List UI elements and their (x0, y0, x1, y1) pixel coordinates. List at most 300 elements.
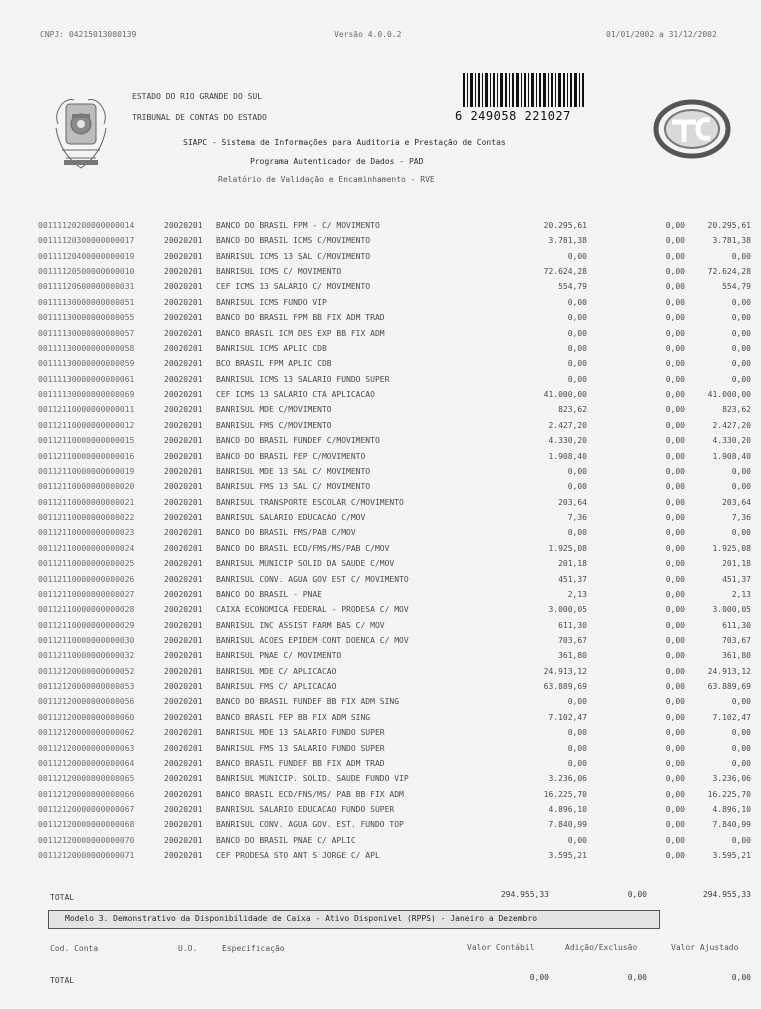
valor-contabil: 611,30 (558, 620, 587, 630)
barcode (455, 73, 589, 121)
valor-contabil: 4.896,10 (548, 805, 587, 815)
account-code: 00111120300000000017 (38, 236, 135, 246)
adicao-exclusao: 0,00 (665, 635, 685, 645)
account-description: BANRISUL ICMS FUNDO VIP (216, 297, 327, 307)
account-code: 00111130000000000061 (38, 374, 135, 384)
table-row (38, 851, 751, 866)
account-description: BANCO DO BRASIL FMS/PAB C/MOV (216, 528, 356, 538)
valor-ajustado: 3.000,05 (712, 605, 751, 615)
adicao-exclusao: 0,00 (665, 851, 685, 861)
adicao-exclusao: 0,00 (665, 743, 685, 753)
valor-contabil: 554,79 (558, 282, 587, 292)
valor-ajustado: 0,00 (731, 743, 751, 753)
table-row (38, 697, 751, 712)
valor-contabil: 24.913,12 (543, 666, 587, 676)
table-row (38, 836, 751, 851)
valor-contabil: 0,00 (567, 728, 587, 738)
account-code: 00112110000000000011 (38, 405, 135, 415)
table-row (38, 728, 751, 743)
valor-ajustado: 1.908,40 (712, 451, 751, 461)
account-description: BANRISUL FMS 13 SALARIO FUNDO SUPER (216, 743, 385, 753)
valor-ajustado: 0,00 (731, 374, 751, 384)
table-row (38, 621, 751, 636)
uc-code: 20020201 (164, 712, 203, 722)
uc-code: 20020201 (164, 251, 203, 261)
table-row (38, 651, 751, 666)
adicao-exclusao: 0,00 (665, 712, 685, 722)
account-description: BANCO DO BRASIL FPM BB FIX ADM TRAD (216, 313, 385, 323)
table-row (38, 744, 751, 759)
valor-ajustado: 823,62 (722, 405, 751, 415)
adicao-exclusao: 0,00 (665, 728, 685, 738)
uc-code: 20020201 (164, 743, 203, 753)
adicao-exclusao: 0,00 (665, 390, 685, 400)
account-description: BANCO BRASIL FEP BB FIX ADM SING (216, 712, 371, 722)
uc-code: 20020201 (164, 543, 203, 553)
table-row (38, 544, 751, 559)
table-row (38, 267, 751, 282)
valor-contabil: 1.925,08 (548, 543, 587, 553)
valor-ajustado: 3.595,21 (712, 851, 751, 861)
uc-code: 20020201 (164, 851, 203, 861)
adicao-exclusao: 0,00 (665, 436, 685, 446)
valor-ajustado: 63.889,69 (707, 682, 751, 692)
valor-contabil: 0,00 (567, 359, 587, 369)
account-code: 00112120000000000066 (38, 789, 135, 799)
state-name: ESTADO DO RIO GRANDE DO SUL (132, 92, 263, 101)
account-description: BANRISUL FMS C/MOVIMENTO (216, 420, 332, 430)
table-row (38, 405, 751, 420)
adicao-exclusao: 0,00 (665, 835, 685, 845)
account-code: 00111130000000000069 (38, 390, 135, 400)
uc-code: 20020201 (164, 513, 203, 523)
total-value-ajustado: 294.955,33 (702, 890, 751, 899)
valor-contabil: 72.624,28 (543, 267, 587, 277)
valor-contabil: 0,00 (567, 328, 587, 338)
valor-ajustado: 0,00 (731, 528, 751, 538)
adicao-exclusao: 0,00 (665, 451, 685, 461)
report-title: Relatório de Validação e Encaminhamento - RVE (218, 175, 435, 184)
account-code: 00112120000000000052 (38, 666, 135, 676)
adicao-exclusao: 0,00 (665, 374, 685, 384)
valor-ajustado: 0,00 (731, 297, 751, 307)
account-code: 00112120000000000060 (38, 712, 135, 722)
account-description: BANRISUL ACOES EPIDEM CONT DOENCA C/ MOV (216, 635, 409, 645)
uc-code: 20020201 (164, 482, 203, 492)
account-description: BANCO DO BRASIL FUNDEF C/MOVIMENTO (216, 436, 380, 446)
adicao-exclusao: 0,00 (665, 282, 685, 292)
account-description: BANRISUL ICMS APLIC CDB (216, 343, 327, 353)
account-code: 00112120000000000064 (38, 758, 135, 768)
valor-contabil: 2.427,20 (548, 420, 587, 430)
table-row (38, 636, 751, 651)
account-description: BANRISUL PNAE C/ MOVIMENTO (216, 651, 342, 661)
valor-contabil: 3.781,38 (548, 236, 587, 246)
account-code: 00112120000000000068 (38, 820, 135, 830)
total-value-adicao: 0,00 (627, 890, 647, 899)
col-especificacao: Especificação (222, 944, 285, 953)
account-description: BANRISUL CONV. AGUA GOV. EST. FUNDO TOP (216, 820, 404, 830)
table-row (38, 421, 751, 436)
model3-banner (48, 910, 660, 929)
account-description: BANCO BRASIL ICM DES EXP BB FIX ADM (216, 328, 385, 338)
uc-code: 20020201 (164, 697, 203, 707)
account-description: BANRISUL ICMS C/ MOVIMENTO (216, 267, 342, 277)
uc-code: 20020201 (164, 374, 203, 384)
account-code: 00112110000000000032 (38, 651, 135, 661)
valor-ajustado: 4.896,10 (712, 805, 751, 815)
account-code: 00112120000000000065 (38, 774, 135, 784)
valor-contabil: 7.102,47 (548, 712, 587, 722)
table-row (38, 498, 751, 513)
total-value-contabil: 294.955,33 (500, 890, 549, 899)
valor-ajustado: 0,00 (731, 343, 751, 353)
adicao-exclusao: 0,00 (665, 697, 685, 707)
table-row (38, 221, 751, 236)
adicao-exclusao: 0,00 (665, 820, 685, 830)
valor-ajustado: 554,79 (722, 282, 751, 292)
valor-ajustado: 361,80 (722, 651, 751, 661)
uc-code: 20020201 (164, 420, 203, 430)
uc-code: 20020201 (164, 359, 203, 369)
tce-logo-icon (652, 98, 732, 160)
table-row (38, 682, 751, 697)
adicao-exclusao: 0,00 (665, 589, 685, 599)
adicao-exclusao: 0,00 (665, 513, 685, 523)
uc-code: 20020201 (164, 528, 203, 538)
adicao-exclusao: 0,00 (665, 651, 685, 661)
adicao-exclusao: 0,00 (665, 789, 685, 799)
table-row (38, 513, 751, 528)
table-row (38, 252, 751, 267)
adicao-exclusao: 0,00 (665, 758, 685, 768)
account-description: BANRISUL MDE 13 SALARIO FUNDO SUPER (216, 728, 385, 738)
table-row (38, 713, 751, 728)
model3-total-adicao: 0,00 (627, 973, 647, 982)
account-description: BANRISUL MDE 13 SAL C/ MOVIMENTO (216, 466, 371, 476)
model3-title: Modelo 3. Demonstrativo da Disponibilidade de Caixa - Ativo Disponivel (RPPS) - Janeiro a Dezembro (65, 914, 538, 923)
account-description: BCO BRASIL FPM APLIC CDB (216, 359, 332, 369)
account-description: BANRISUL INC ASSIST FARM BAS C/ MOV (216, 620, 385, 630)
valor-ajustado: 3.236,06 (712, 774, 751, 784)
table-row (38, 790, 751, 805)
cnpj-text: CNPJ: 04215013000139 (40, 30, 137, 39)
account-code: 00112110000000000030 (38, 635, 135, 645)
account-code: 00112110000000000020 (38, 482, 135, 492)
valor-contabil: 0,00 (567, 374, 587, 384)
court-name: TRIBUNAL DE CONTAS DO ESTADO (132, 113, 267, 122)
table-row (38, 528, 751, 543)
valor-ajustado: 7.102,47 (712, 712, 751, 722)
valor-ajustado: 0,00 (731, 359, 751, 369)
uc-code: 20020201 (164, 328, 203, 338)
valor-ajustado: 203,64 (722, 497, 751, 507)
valor-contabil: 20.295,61 (543, 221, 587, 230)
valor-ajustado: 7.840,99 (712, 820, 751, 830)
account-code: 00112110000000000024 (38, 543, 135, 553)
table-row (38, 282, 751, 297)
account-code: 00112110000000000026 (38, 574, 135, 584)
valor-contabil: 2,13 (567, 589, 587, 599)
account-code: 00112110000000000019 (38, 466, 135, 476)
adicao-exclusao: 0,00 (665, 682, 685, 692)
uc-code: 20020201 (164, 620, 203, 630)
system-title: SIAPC - Sistema de Informações para Auditoria e Prestação de Contas (183, 138, 506, 147)
adicao-exclusao: 0,00 (665, 328, 685, 338)
uc-code: 20020201 (164, 728, 203, 738)
account-code: 00111130000000000057 (38, 328, 135, 338)
uc-code: 20020201 (164, 451, 203, 461)
valor-ajustado: 41.000,00 (707, 390, 751, 400)
barcode-bars-icon (455, 73, 589, 107)
table-row (38, 575, 751, 590)
valor-contabil: 0,00 (567, 697, 587, 707)
valor-ajustado: 2,13 (731, 589, 751, 599)
account-code: 00112120000000000070 (38, 835, 135, 845)
adicao-exclusao: 0,00 (665, 267, 685, 277)
valor-contabil: 4.330,20 (548, 436, 587, 446)
valor-contabil: 0,00 (567, 758, 587, 768)
valor-ajustado: 72.624,28 (707, 267, 751, 277)
valor-ajustado: 0,00 (731, 835, 751, 845)
valor-contabil: 0,00 (567, 251, 587, 261)
account-code: 00112110000000000023 (38, 528, 135, 538)
valor-ajustado: 0,00 (731, 697, 751, 707)
account-code: 00112110000000000016 (38, 451, 135, 461)
valor-ajustado: 703,67 (722, 635, 751, 645)
adicao-exclusao: 0,00 (665, 466, 685, 476)
table-row (38, 667, 751, 682)
table-row (38, 605, 751, 620)
valor-contabil: 0,00 (567, 482, 587, 492)
valor-ajustado: 7,36 (731, 513, 751, 523)
account-code: 00112110000000000029 (38, 620, 135, 630)
account-description: BANCO DO BRASIL ECD/FMS/MS/PAB C/MOV (216, 543, 390, 553)
table-row (38, 390, 751, 405)
valor-contabil: 0,00 (567, 835, 587, 845)
valor-contabil: 203,64 (558, 497, 587, 507)
valor-contabil: 0,00 (567, 297, 587, 307)
account-code: 00112120000000000067 (38, 805, 135, 815)
table-row (38, 236, 751, 251)
account-code: 00112110000000000012 (38, 420, 135, 430)
valor-ajustado: 3.781,38 (712, 236, 751, 246)
valor-contabil: 16.225,70 (543, 789, 587, 799)
uc-code: 20020201 (164, 436, 203, 446)
valor-contabil: 7,36 (567, 513, 587, 523)
account-code: 00111120600000000031 (38, 282, 135, 292)
account-description: BANRISUL ICMS 13 SAL C/MOVIMENTO (216, 251, 371, 261)
adicao-exclusao: 0,00 (665, 420, 685, 430)
table-row (38, 559, 751, 574)
valor-ajustado: 4.330,20 (712, 436, 751, 446)
table-row (38, 820, 751, 835)
uc-code: 20020201 (164, 390, 203, 400)
valor-contabil: 3.595,21 (548, 851, 587, 861)
adicao-exclusao: 0,00 (665, 313, 685, 323)
uc-code: 20020201 (164, 651, 203, 661)
account-description: BANRISUL MUNICIP SOLID DA SAUDE C/MOV (216, 559, 395, 569)
uc-code: 20020201 (164, 774, 203, 784)
valor-ajustado: 0,00 (731, 313, 751, 323)
col-adicao-exclusao: Adição/Exclusão (565, 943, 638, 952)
table-row (38, 590, 751, 605)
account-description: BANCO BRASIL ECD/FNS/MS/ PAB BB FIX ADM (216, 789, 404, 799)
valor-contabil: 703,67 (558, 635, 587, 645)
col-cod-conta: Cod. Conta (50, 944, 99, 953)
table-row (38, 313, 751, 328)
table-row (38, 359, 751, 374)
account-description: BANCO DO BRASIL ICMS C/MOVIMENTO (216, 236, 371, 246)
account-code: 00112110000000000021 (38, 497, 135, 507)
adicao-exclusao: 0,00 (665, 543, 685, 553)
program-title: Programa Autenticador de Dados - PAD (250, 157, 424, 166)
valor-ajustado: 451,37 (722, 574, 751, 584)
uc-code: 20020201 (164, 343, 203, 353)
col-valor-ajustado: Valor Ajustado (671, 943, 739, 952)
table-row (38, 774, 751, 789)
adicao-exclusao: 0,00 (665, 405, 685, 415)
account-description: BANCO BRASIL FUNDEF BB FIX ADM TRAD (216, 758, 385, 768)
model3-total-contabil: 0,00 (529, 973, 549, 982)
account-description: BANCO DO BRASIL FUNDEF BB FIX ADM SING (216, 697, 400, 707)
account-code: 00112110000000000027 (38, 589, 135, 599)
version-text: Versão 4.0.0.2 (334, 30, 402, 39)
adicao-exclusao: 0,00 (665, 666, 685, 676)
table-row (38, 467, 751, 482)
adicao-exclusao: 0,00 (665, 236, 685, 246)
uc-code: 20020201 (164, 574, 203, 584)
uc-code: 20020201 (164, 267, 203, 277)
account-description: BANCO DO BRASIL PNAE C/ APLIC (216, 835, 356, 845)
valor-ajustado: 201,18 (722, 559, 751, 569)
uc-code: 20020201 (164, 682, 203, 692)
valor-ajustado: 0,00 (731, 482, 751, 492)
adicao-exclusao: 0,00 (665, 359, 685, 369)
account-code: 00111130000000000058 (38, 343, 135, 353)
account-code: 00112120000000000071 (38, 851, 135, 861)
adicao-exclusao: 0,00 (665, 482, 685, 492)
uc-code: 20020201 (164, 236, 203, 246)
account-description: CEF PRODESA STO ANT S JORGE C/ APL (216, 851, 380, 861)
table-row (38, 375, 751, 390)
adicao-exclusao: 0,00 (665, 221, 685, 230)
valor-ajustado: 1.925,08 (712, 543, 751, 553)
valor-ajustado: 20.295,61 (707, 221, 751, 230)
table-row (38, 452, 751, 467)
account-description: BANRISUL SALARIO EDUCACAO FUNDO SUPER (216, 805, 395, 815)
uc-code: 20020201 (164, 497, 203, 507)
valor-ajustado: 16.225,70 (707, 789, 751, 799)
account-code: 00112110000000000015 (38, 436, 135, 446)
uc-code: 20020201 (164, 589, 203, 599)
account-code: 00112120000000000056 (38, 697, 135, 707)
valor-contabil: 0,00 (567, 313, 587, 323)
account-code: 00112110000000000022 (38, 513, 135, 523)
adicao-exclusao: 0,00 (665, 343, 685, 353)
model3-total-label: TOTAL (50, 976, 75, 985)
uc-code: 20020201 (164, 635, 203, 645)
valor-contabil: 451,37 (558, 574, 587, 584)
valor-contabil: 0,00 (567, 528, 587, 538)
table-row (38, 298, 751, 313)
uc-code: 20020201 (164, 820, 203, 830)
adicao-exclusao: 0,00 (665, 805, 685, 815)
adicao-exclusao: 0,00 (665, 559, 685, 569)
adicao-exclusao: 0,00 (665, 620, 685, 630)
account-code: 00111130000000000059 (38, 359, 135, 369)
uc-code: 20020201 (164, 758, 203, 768)
adicao-exclusao: 0,00 (665, 774, 685, 784)
adicao-exclusao: 0,00 (665, 497, 685, 507)
account-code: 00112110000000000028 (38, 605, 135, 615)
valor-ajustado: 0,00 (731, 328, 751, 338)
valor-contabil: 201,18 (558, 559, 587, 569)
account-description: CAIXA ECONOMICA FEDERAL - PRODESA C/ MOV (216, 605, 409, 615)
table-row (38, 759, 751, 774)
account-description: BANRISUL MDE C/MOVIMENTO (216, 405, 332, 415)
table-row (38, 329, 751, 344)
valor-contabil: 0,00 (567, 743, 587, 753)
account-code: 00111120200000000014 (38, 221, 135, 230)
account-description: BANRISUL FMS 13 SAL C/ MOVIMENTO (216, 482, 371, 492)
adicao-exclusao: 0,00 (665, 574, 685, 584)
account-code: 00112120000000000053 (38, 682, 135, 692)
account-code: 00111130000000000051 (38, 297, 135, 307)
uc-code: 20020201 (164, 282, 203, 292)
uc-code: 20020201 (164, 466, 203, 476)
col-uo: U.O. (178, 944, 198, 953)
account-code: 00111120500000000010 (38, 267, 135, 277)
valor-ajustado: 2.427,20 (712, 420, 751, 430)
account-code: 00112120000000000062 (38, 728, 135, 738)
barcode-number: 6 249058 221027 (455, 109, 571, 123)
account-description: BANCO DO BRASIL FPM - C/ MOVIMENTO (216, 221, 380, 230)
account-description: BANRISUL MDE C/ APLICACAO (216, 666, 337, 676)
uc-code: 20020201 (164, 789, 203, 799)
valor-contabil: 823,62 (558, 405, 587, 415)
account-code: 00111120400000000019 (38, 251, 135, 261)
valor-contabil: 0,00 (567, 466, 587, 476)
valor-contabil: 3.236,06 (548, 774, 587, 784)
adicao-exclusao: 0,00 (665, 297, 685, 307)
model3-total-ajustado: 0,00 (731, 973, 751, 982)
period-text: 01/01/2002 a 31/12/2002 (606, 30, 717, 39)
col-valor-contabil: Valor Contábil (467, 943, 535, 952)
uc-code: 20020201 (164, 313, 203, 323)
table-row (38, 344, 751, 359)
valor-contabil: 41.000,00 (543, 390, 587, 400)
valor-contabil: 7.840,99 (548, 820, 587, 830)
uc-code: 20020201 (164, 559, 203, 569)
valor-ajustado: 0,00 (731, 728, 751, 738)
account-code: 00112110000000000025 (38, 559, 135, 569)
table-row (38, 805, 751, 820)
account-code: 00111130000000000055 (38, 313, 135, 323)
state-crest-icon (52, 94, 110, 176)
valor-contabil: 3.000,05 (548, 605, 587, 615)
account-description: BANCO DO BRASIL - PNAE (216, 589, 322, 599)
account-description: BANRISUL FMS C/ APLICACAO (216, 682, 337, 692)
account-description: BANRISUL CONV. AGUA GOV EST C/ MOVIMENTO (216, 574, 409, 584)
uc-code: 20020201 (164, 805, 203, 815)
uc-code: 20020201 (164, 221, 203, 230)
uc-code: 20020201 (164, 405, 203, 415)
account-description: CEF ICMS 13 SALARIO CTA APLICACAO (216, 390, 375, 400)
valor-contabil: 1.908,40 (548, 451, 587, 461)
valor-contabil: 361,80 (558, 651, 587, 661)
table-row (38, 482, 751, 497)
